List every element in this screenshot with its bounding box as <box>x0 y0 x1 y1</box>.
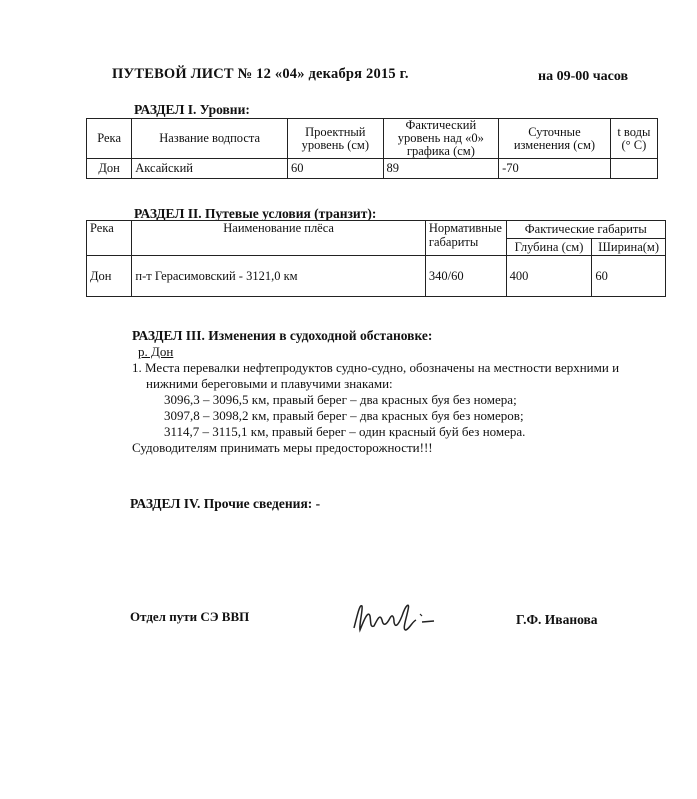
cell-actual: 89 <box>383 159 499 179</box>
cell-temp <box>610 159 657 179</box>
col-water-temp: t воды (° С) <box>610 119 657 159</box>
list-item: 3114,7 – 3115,1 км, правый берег – один красный буй без номера. <box>164 424 526 439</box>
col-actual-dimensions: Фактические габариты <box>506 221 665 239</box>
table-row <box>87 159 658 179</box>
warning-text: Судоводителям принимать меры предосторожности!!! <box>132 440 433 455</box>
department-name: Отдел пути СЭ ВВП <box>130 609 250 624</box>
cell-width: 60 <box>592 256 666 297</box>
col-width: Ширина(м) <box>592 238 666 256</box>
cell-river: Дон <box>87 159 132 179</box>
signer-name: Г.Ф. Иванова <box>516 612 598 627</box>
cell-normative: 340/60 <box>425 256 506 297</box>
levels-header-row <box>87 119 658 159</box>
levels-table <box>86 118 658 179</box>
col-depth: Глубина (см) <box>506 238 592 256</box>
signature-image <box>350 600 445 640</box>
cell-depth: 400 <box>506 256 592 297</box>
list-item: 3096,3 – 3096,5 км, правый берег – два красных буя без номера; <box>164 392 517 407</box>
col-normative: Нормативные габариты <box>425 221 506 256</box>
col-reach: Наименование плёса <box>132 221 425 256</box>
col-river: Река <box>87 119 132 159</box>
report-time: на 09-00 часов <box>538 69 629 84</box>
cell-river: Дон <box>87 256 132 297</box>
table-row <box>87 256 666 297</box>
section3-heading: РАЗДЕЛ III. Изменения в судоходной обстановке: <box>132 328 433 343</box>
section1-heading: РАЗДЕЛ I. Уровни: <box>134 102 250 117</box>
item1-line2: нижними береговыми и плавучими знаками: <box>146 376 393 391</box>
river-name: р. Дон <box>138 344 174 359</box>
cell-project: 60 <box>288 159 384 179</box>
cell-change: -70 <box>499 159 611 179</box>
cell-reach: п-т Герасимовский - 3121,0 км <box>132 256 425 297</box>
col-actual-level: Фактический уровень над «0» графика (см) <box>383 119 499 159</box>
col-daily-change: Суточные изменения (см) <box>499 119 611 159</box>
item1-line1: 1. Места перевалки нефтепродуктов судно-судно, обозначены на местности верхними и <box>132 360 620 375</box>
section2-heading: РАЗДЕЛ II. Путевые условия (транзит): <box>134 206 377 221</box>
transit-table <box>86 220 666 297</box>
col-river: Река <box>87 221 132 256</box>
document-title: ПУТЕВОЙ ЛИСТ № 12 «04» декабря 2015 г. <box>112 66 409 82</box>
col-project-level: Проектный уровень (см) <box>288 119 384 159</box>
cell-post: Аксайский <box>132 159 288 179</box>
list-item: 3097,8 – 3098,2 км, правый берег – два красных буя без номеров; <box>164 408 524 423</box>
col-post: Название водпоста <box>132 119 288 159</box>
section4-heading: РАЗДЕЛ IV. Прочие сведения: - <box>130 496 321 511</box>
transit-header-row-1 <box>87 221 666 239</box>
